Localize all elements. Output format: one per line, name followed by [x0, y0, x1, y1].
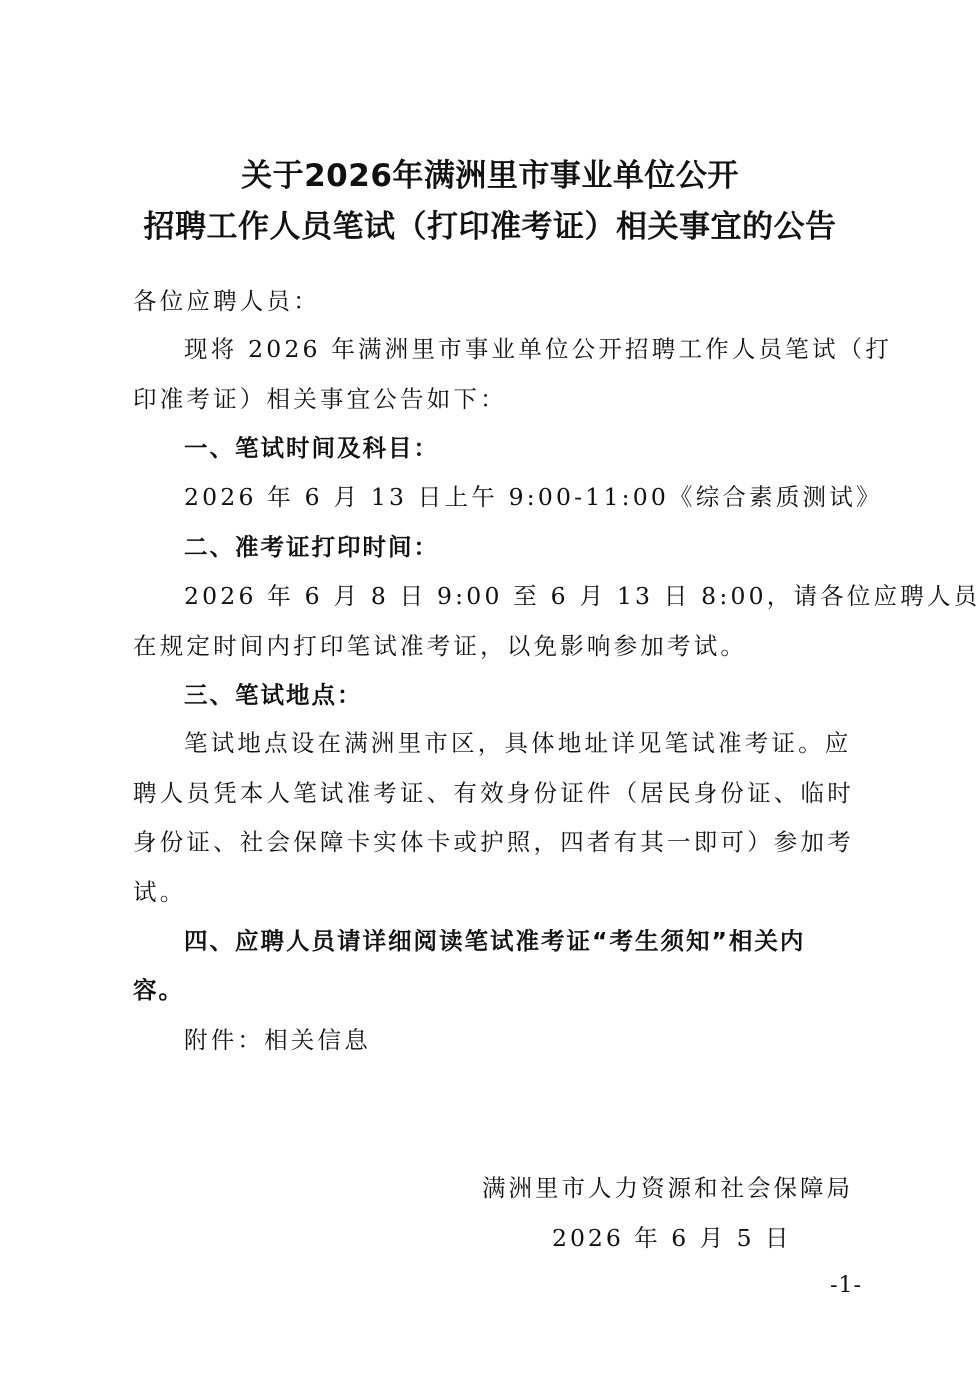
section-4-line-2: 容。 — [133, 976, 184, 1004]
section-2-line-1: 2026 年 6 月 8 日 9:00 至 6 月 13 日 8:00，请各位应聘人员 — [184, 582, 980, 610]
section-3-line-3: 身份证、社会保障卡实体卡或护照，四者有其一即可）参加考 — [133, 828, 854, 856]
section-4-line-1: 四、应聘人员请详细阅读笔试准考证“考生须知”相关内 — [184, 927, 806, 955]
intro-line-1: 现将 2026 年满洲里市事业单位公开招聘工作人员笔试（打 — [184, 335, 893, 363]
section-3-line-1: 笔试地点设在满洲里市区，具体地址详见笔试准考证。应 — [184, 729, 852, 757]
section-3-heading: 三、笔试地点： — [184, 681, 363, 709]
section-1-heading: 一、笔试时间及科目： — [184, 434, 439, 462]
greeting: 各位应聘人员： — [133, 287, 320, 315]
section-3-line-2: 聘人员凭本人笔试准考证、有效身份证件（居民身份证、临时 — [133, 779, 854, 807]
page-number: -1- — [830, 1273, 862, 1298]
issuer-name: 满洲里市人力资源和社会保障局 — [482, 1174, 853, 1202]
title-line-2: 招聘工作人员笔试（打印准考证）相关事宜的公告 — [143, 209, 837, 245]
section-2-line-2: 在规定时间内打印笔试准考证，以免影响参加考试。 — [133, 632, 748, 660]
issue-date: 2026 年 6 月 5 日 — [552, 1224, 792, 1252]
intro-line-2: 印准考证）相关事宜公告如下： — [133, 385, 507, 413]
attachment-note: 附件：相关信息 — [184, 1026, 371, 1054]
section-1-text: 2026 年 6 月 13 日上午 9:00-11:00《综合素质测试》 — [184, 483, 883, 511]
section-3-line-4: 试。 — [133, 878, 187, 906]
title-line-1: 关于2026年满洲里市事业单位公开 — [241, 158, 739, 194]
section-2-heading: 二、准考证打印时间： — [184, 533, 439, 561]
